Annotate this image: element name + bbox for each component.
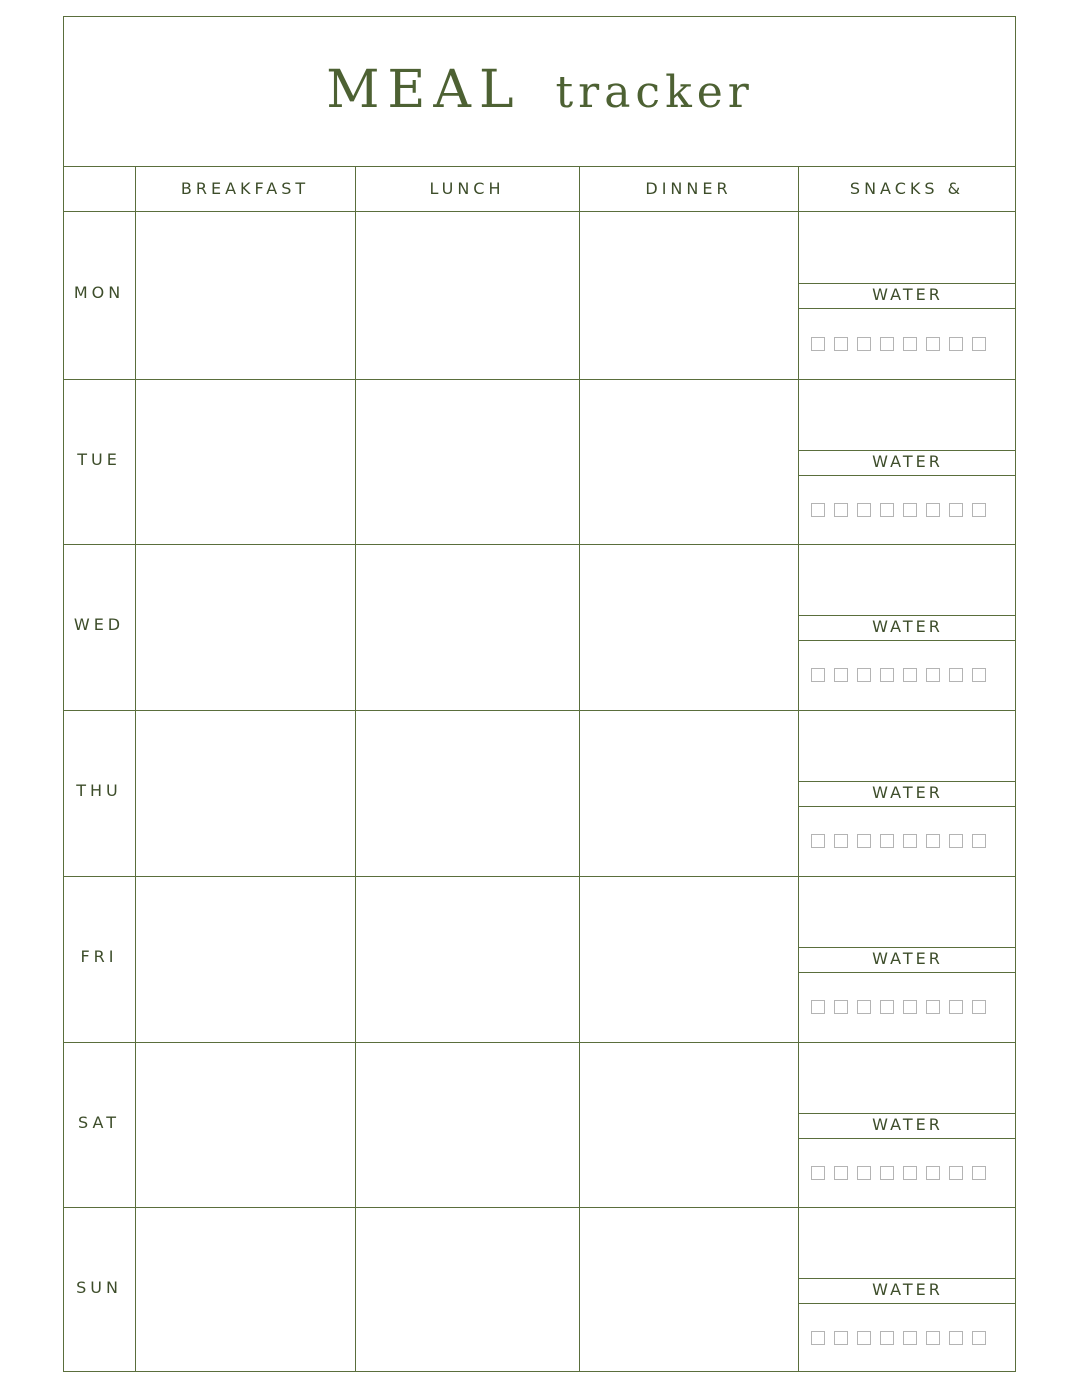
meal-cell[interactable]: [357, 213, 577, 377]
water-label: WATER: [872, 617, 943, 636]
day-label-mon: MON: [73, 283, 125, 302]
water-checkbox[interactable]: [834, 834, 848, 848]
row-line: [63, 1042, 1016, 1043]
water-checkbox[interactable]: [926, 337, 940, 351]
water-checkbox[interactable]: [857, 1000, 871, 1014]
water-checkbox[interactable]: [926, 1331, 940, 1345]
day-label-tue: TUE: [77, 449, 121, 469]
water-checkboxes: [811, 1331, 986, 1347]
water-checkboxes: [811, 668, 986, 684]
meal-cell[interactable]: [357, 381, 577, 542]
meal-cell[interactable]: [137, 546, 353, 708]
water-checkbox[interactable]: [972, 668, 986, 682]
water-checkbox[interactable]: [903, 1331, 917, 1345]
water-bottom-line: [798, 972, 1016, 973]
meal-cell[interactable]: [137, 1209, 353, 1370]
water-checkbox[interactable]: [880, 503, 894, 517]
water-checkbox[interactable]: [949, 1331, 963, 1345]
column-header: BREAKFAST: [180, 179, 310, 198]
water-label: WATER: [872, 285, 943, 304]
water-checkbox[interactable]: [857, 337, 871, 351]
meal-cell[interactable]: [800, 213, 1014, 294]
water-checkbox[interactable]: [949, 1166, 963, 1180]
page-title: [0, 60, 1080, 120]
water-checkboxes: [811, 503, 986, 519]
water-checkbox[interactable]: [834, 668, 848, 682]
water-checkbox[interactable]: [834, 1166, 848, 1180]
water-checkbox[interactable]: [857, 1166, 871, 1180]
water-bottom-line: [798, 806, 1016, 807]
column-divider: [798, 166, 799, 1372]
water-checkbox[interactable]: [903, 1000, 917, 1014]
water-checkbox[interactable]: [926, 834, 940, 848]
day-label-thu: THU: [76, 781, 122, 800]
meal-cell[interactable]: [137, 381, 353, 542]
water-checkbox[interactable]: [972, 337, 986, 351]
row-line: [63, 544, 1016, 545]
column-header: DINNER: [645, 179, 732, 198]
water-checkbox[interactable]: [949, 668, 963, 682]
column-header: LUNCH: [429, 179, 505, 198]
water-checkbox[interactable]: [857, 503, 871, 517]
title-main: MEAL: [326, 60, 522, 120]
meal-cell[interactable]: [800, 712, 1014, 792]
water-checkbox[interactable]: [811, 337, 825, 351]
water-bottom-line: [798, 308, 1016, 309]
meal-cell[interactable]: [581, 213, 796, 377]
meal-cell[interactable]: [800, 878, 1014, 958]
water-checkbox[interactable]: [926, 668, 940, 682]
water-checkbox[interactable]: [834, 1331, 848, 1345]
meal-cell[interactable]: [137, 1044, 353, 1205]
day-label-sat: SAT: [78, 1112, 120, 1132]
water-checkbox[interactable]: [811, 503, 825, 517]
meal-cell[interactable]: [357, 1209, 577, 1370]
water-checkbox[interactable]: [880, 1000, 894, 1014]
water-checkbox[interactable]: [834, 503, 848, 517]
water-checkbox[interactable]: [903, 668, 917, 682]
meal-cell[interactable]: [581, 381, 796, 542]
water-checkbox[interactable]: [949, 503, 963, 517]
water-checkbox[interactable]: [926, 503, 940, 517]
water-checkbox[interactable]: [926, 1166, 940, 1180]
day-column-divider: [135, 166, 136, 1372]
water-label: WATER: [872, 452, 943, 471]
water-label: WATER: [872, 1115, 943, 1134]
row-line: [63, 710, 1016, 711]
row-line: [63, 1207, 1016, 1208]
meal-cell[interactable]: [581, 712, 796, 874]
water-checkbox[interactable]: [811, 668, 825, 682]
meal-cell[interactable]: [357, 1044, 577, 1205]
water-checkboxes: [811, 1000, 986, 1016]
water-checkboxes: [811, 337, 986, 353]
water-checkbox[interactable]: [903, 1166, 917, 1180]
water-checkbox[interactable]: [903, 337, 917, 351]
meal-cell[interactable]: [581, 878, 796, 1040]
water-checkbox[interactable]: [880, 1331, 894, 1345]
water-checkbox[interactable]: [880, 834, 894, 848]
meal-cell[interactable]: [357, 878, 577, 1040]
meal-cell[interactable]: [137, 878, 353, 1040]
water-checkbox[interactable]: [903, 834, 917, 848]
meal-cell[interactable]: [800, 381, 1014, 460]
meal-cell[interactable]: [800, 1209, 1014, 1288]
meal-cell[interactable]: [357, 546, 577, 708]
water-checkboxes: [811, 834, 986, 850]
water-checkbox[interactable]: [972, 1000, 986, 1014]
row-line: [63, 876, 1016, 877]
meal-cell[interactable]: [581, 1209, 796, 1370]
water-label: WATER: [872, 1280, 943, 1299]
row-line: [63, 211, 1016, 212]
title-sub: tracker: [555, 67, 754, 118]
water-label: WATER: [872, 949, 943, 968]
water-checkbox[interactable]: [834, 1000, 848, 1014]
water-checkbox[interactable]: [857, 1331, 871, 1345]
meal-cell[interactable]: [581, 1044, 796, 1205]
meal-cell[interactable]: [357, 712, 577, 874]
meal-cell[interactable]: [581, 546, 796, 708]
water-bottom-line: [798, 1138, 1016, 1139]
meal-cell[interactable]: [137, 712, 353, 874]
water-checkbox[interactable]: [834, 337, 848, 351]
day-label-wed: WED: [73, 615, 125, 634]
water-checkbox[interactable]: [857, 668, 871, 682]
column-header: SNACKS &: [849, 179, 965, 198]
row-line: [63, 379, 1016, 380]
water-checkboxes: [811, 1166, 986, 1182]
water-checkbox[interactable]: [811, 1331, 825, 1345]
meal-cell[interactable]: [800, 1044, 1014, 1123]
meal-cell[interactable]: [800, 546, 1014, 626]
water-checkbox[interactable]: [880, 337, 894, 351]
water-checkbox[interactable]: [972, 503, 986, 517]
water-checkbox[interactable]: [811, 1000, 825, 1014]
meal-cell[interactable]: [137, 213, 353, 377]
water-checkbox[interactable]: [880, 1166, 894, 1180]
day-label-sun: SUN: [76, 1277, 122, 1297]
water-checkbox[interactable]: [811, 834, 825, 848]
water-checkbox[interactable]: [972, 1331, 986, 1345]
water-bottom-line: [798, 475, 1016, 476]
water-checkbox[interactable]: [880, 668, 894, 682]
water-checkbox[interactable]: [949, 1000, 963, 1014]
water-checkbox[interactable]: [949, 834, 963, 848]
water-bottom-line: [798, 1303, 1016, 1304]
water-checkbox[interactable]: [949, 337, 963, 351]
water-checkbox[interactable]: [811, 1166, 825, 1180]
water-bottom-line: [798, 640, 1016, 641]
water-checkbox[interactable]: [903, 503, 917, 517]
water-checkbox[interactable]: [972, 1166, 986, 1180]
day-label-fri: FRI: [80, 947, 118, 966]
water-checkbox[interactable]: [857, 834, 871, 848]
column-divider: [355, 166, 356, 1372]
water-checkbox[interactable]: [926, 1000, 940, 1014]
column-divider: [579, 166, 580, 1372]
water-label: WATER: [872, 783, 943, 802]
water-checkbox[interactable]: [972, 834, 986, 848]
